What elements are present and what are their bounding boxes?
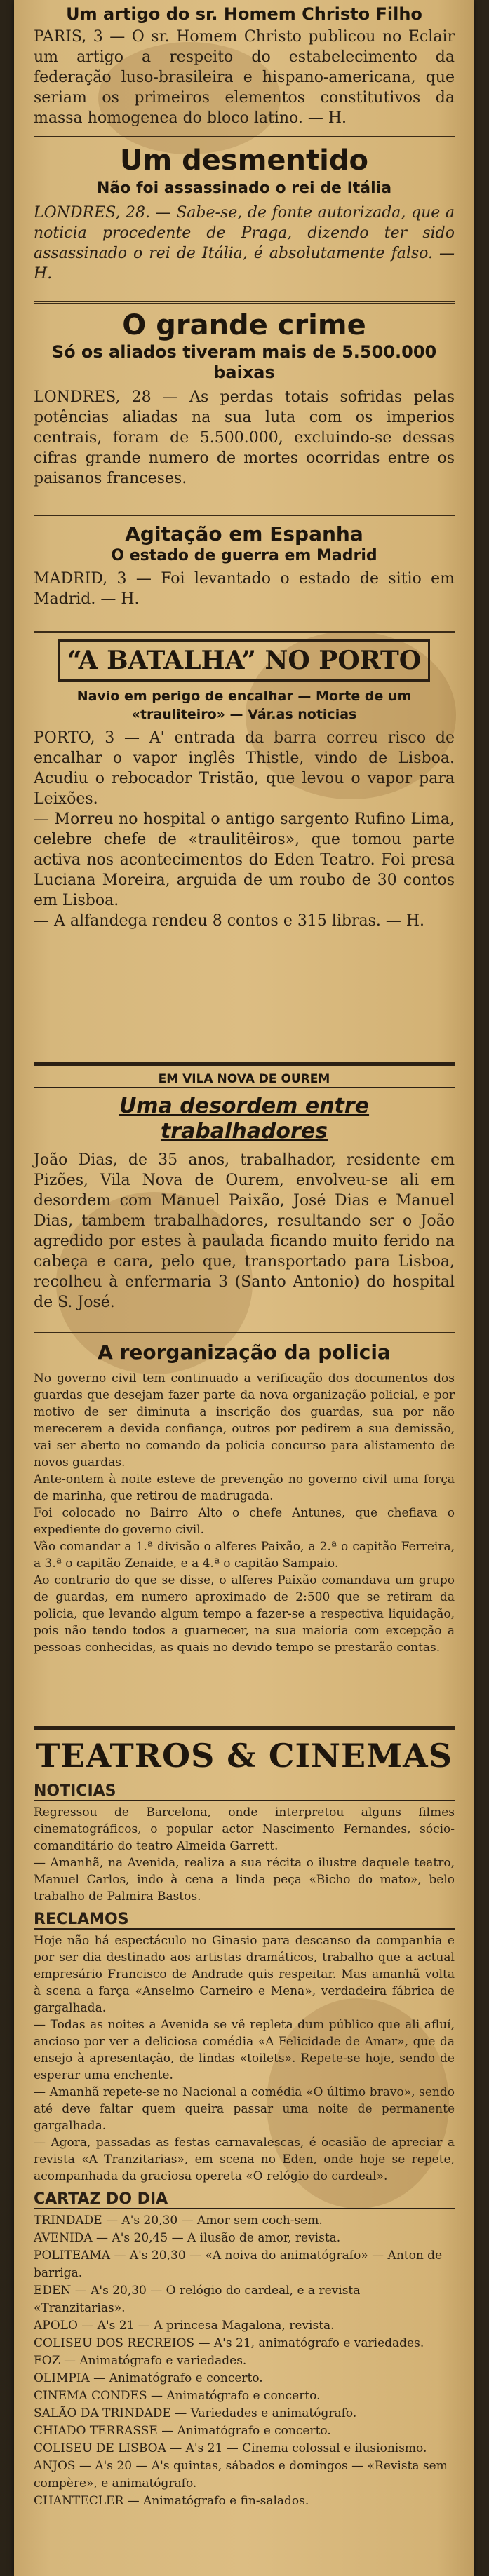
article-homem-christo [34, 4, 455, 128]
article-body: LONDRES, 28 — As perdas totais sofridas pelas potências aliadas na sua luta com os imperios centrais, foram de 5.500.000, excluindo-se dessas cifras grande numero de mortes ocorridas entre os paisanos franceses. [34, 388, 455, 487]
cartaz-item: SALÃO DA TRINDADE — Variedades e animatógrafo. [34, 2406, 357, 2420]
divider [34, 1726, 455, 1730]
article-title: Uma desordem entre trabalhadores [119, 1094, 370, 1144]
article-desmentido [34, 144, 455, 284]
article-title: Agitação em Espanha [125, 522, 363, 545]
article-paragraph: Vão comandar a 1.ª divisão o alferes Paixão, a 2.ª o capitão Ferreira, a 3.ª o capitão Zenaide, e a 4.ª o capitão Sampaio. [34, 1540, 455, 1571]
cartaz-item: AVENIDA — A's 20,45 — A ilusão de amor, revista. [34, 2231, 341, 2245]
divider [34, 301, 455, 304]
article-body: João Dias, de 35 anos, trabalhador, residente em Pizões, Vila Nova de Ourem, envolveu-se ali em desordem com Manuel Paixão, José Dias e Manuel Dias, tambem trabalhadores, resultando ser o João agredido por estes à paulada ficando muito ferido na cabeça e cara, pelo que, transportado para Lisboa, recolheu à enfermaria 3 (Santo Antonio) do hospital de S. José. [34, 1151, 455, 1311]
cartaz-item: POLITEAMA — A's 20,30 — «A noiva do animatógrafo» — Anton de barriga. [34, 2249, 443, 2280]
article-subtitle: O estado de guerra em Madrid [111, 547, 377, 564]
article-espanha [34, 522, 455, 609]
article-title: Um desmentido [120, 144, 368, 177]
cartaz-item: TRINDADE — A's 20,30 — Amor sem coch-sem. [34, 2214, 323, 2228]
article-title: Um artigo do sr. Homem Christo Filho [66, 4, 422, 24]
article-body: MADRID, 3 — Foi levantado o estado de sitio em Madrid. — H. [34, 570, 455, 608]
subsection-head-noticias: NOTICIAS [34, 1782, 455, 1801]
article-kicker: EM VILA NOVA DE OUREM [34, 1071, 455, 1088]
cartaz-item: CHANTECLER — Animatógrafo e fin-salados. [34, 2494, 309, 2508]
article-policia [34, 1341, 455, 1656]
section-teatros-cinemas [34, 1736, 455, 2510]
article-grande-crime [34, 309, 455, 489]
cartaz-item: COLISEU DOS RECREIOS — A's 21, animatógrafo e variedades. [34, 2336, 424, 2350]
divider [34, 631, 455, 633]
article-body: PARIS, 3 — O sr. Homem Christo publicou no Eclair um artigo a respeito do estabelecimento da federação luso-brasileira e hispano-americana, que seriam os primeiros elementos constitutivos da massa homogenea do bloco latino. — H. [34, 28, 455, 127]
article-title: O grande crime [122, 309, 366, 341]
article-subtitle: Navio em perigo de encalhar — Morte de um «trauliteiro» — Vár.as noticias [76, 689, 412, 722]
article-title: A reorganização da policia [98, 1341, 391, 1364]
subsection-head-cartaz: CARTAZ DO DIA [34, 2190, 455, 2209]
cartaz-item: EDEN — A's 20,30 — O relógio do cardeal, e a revista «Tranzitarias». [34, 2284, 361, 2315]
reclamo-item: Hoje não há espectáculo no Ginasio para descanso da companhia e por ser dia destinado aos artistas dramáticos, trabalho que a actual empresário Francisco de Andrade quis respeitar. Mas amanhã volta à scena a farça «Anselmo Carneiro e Mena», verdadeira fábrica de gargalhada. [34, 1934, 455, 2015]
article-paragraph: Ao contrario do que se disse, o alferes Paixão comandava um grupo de guardas, em numero aproximado de 2:500 que se retiram da policia, que levando algum tempo a fazer-se a respectiva liquidação, pois não tendo todos a guarnecer, na sua maioria com excepção a pessoas conhecidas, as quais no devido tempo se prestarão contas. [34, 1573, 455, 1655]
news-item: Regressou de Barcelona, onde interpretou alguns filmes cinematográficos, o popular actor Nascimento Fernandes, sócio-comanditário do teatro Almeida Garrett. [34, 1805, 455, 1853]
reclamo-item: — Amanhã repete-se no Nacional a comédia «O último bravo», sendo até deve faltar quem queira passar uma noite de permanente gargalhada. [34, 2085, 455, 2133]
cartaz-item: OLIMPIA — Animatógrafo e concerto. [34, 2371, 263, 2385]
section-title: TEATROS & CINEMAS [36, 1737, 453, 1775]
article-vila-nova-ourem [34, 1071, 455, 1313]
divider [34, 1062, 455, 1066]
divider [34, 135, 455, 137]
cartaz-item: CINEMA CONDES — Animatógrafo e concerto. [34, 2389, 321, 2403]
cartaz-item: ANJOS — A's 20 — A's quintas, sábados e domingos — «Revista sem compère», e animatógrafo. [34, 2459, 448, 2490]
article-body: LONDRES, 28. — Sabe-se, de fonte autorizada, que a noticia procedente de Praga, dizendo ter sido assassinado o rei de Itália, é absolutamente falso. — H. [34, 204, 455, 283]
cartaz-list [34, 2212, 455, 2510]
divider [34, 515, 455, 517]
article-paragraph: Foi colocado no Bairro Alto o chefe Antunes, que chefiava o expediente do governo civil. [34, 1506, 455, 1537]
article-paragraph: Ante-ontem à noite esteve de prevenção no governo civil uma força de marinha, que retirou de madrugada. [34, 1472, 455, 1503]
news-item: — Amanhã, na Avenida, realiza a sua récita o ilustre daquele teatro, Manuel Carlos, indo à cena a linda peça «Bicho do mato», belo trabalho de Palmira Bastos. [34, 1856, 455, 1904]
newspaper-clipping [14, 0, 474, 2576]
cartaz-item: CHIADO TERRASSE — Animatógrafo e concerto. [34, 2424, 331, 2438]
article-paragraph: — A alfandega rendeu 8 contos e 315 libras. — H. [34, 912, 425, 930]
cartaz-item: COLISEU DE LISBOA — A's 21 — Cinema colossal e ilusionismo. [34, 2441, 427, 2455]
article-paragraph: — Morreu no hospital o antigo sargento Rufino Lima, celebre chefe de «traulitêiros», que tomou parte activa nos acontecimentos do Eden Teatro. Foi presa Luciana Moreira, arguida de um roubo de 30 contos em Lisboa. [34, 811, 455, 909]
cartaz-item: FOZ — Animatógrafo e variedades. [34, 2354, 247, 2368]
reclamo-item: — Agora, passadas as festas carnavalescas, é ocasião de apreciar a revista «A Tranzitarias», em scena no Eden, onde hoje se repete, acompanhada da graciosa opereta «O relógio do cardeal». [34, 2136, 455, 2183]
article-title: “A BATALHA” NO PORTO [58, 639, 430, 682]
article-paragraph: PORTO, 3 — A' entrada da barra correu risco de encalhar o vapor inglês Thistle, vindo de Lisboa. Acudiu o rebocador Tristão, que levou o vapor para Leixões. [34, 729, 455, 808]
article-subtitle: Só os aliados tiveram mais de 5.500.000 baixas [51, 342, 437, 382]
cartaz-item: APOLO — A's 21 — A princesa Magalona, revista. [34, 2319, 335, 2333]
article-subtitle: Não foi assassinado o rei de Itália [96, 179, 392, 197]
divider [34, 1332, 455, 1334]
article-paragraph: No governo civil tem continuado a verificação dos documentos dos guardas que desejam fazer parte da nova organização policial, e por motivo de ser diminuta a inscrição dos guardas, sua por não merecerem a devida confiança, outros por pedirem a sua demissão, vai ser aberto no comando da policia concurso para alistamento de novos guardas. [34, 1371, 455, 1470]
subsection-head-reclamos: RECLAMOS [34, 1911, 455, 1930]
reclamo-item: — Todas as noites a Avenida se vê repleta dum público que ali afluí, ancioso por ver a deliciosa comédia «A Felicidade de Amar», que da ensejo à apresentação, de lindas «toilets». Repete-se hoje, sendo de esperar uma enchente. [34, 2018, 455, 2082]
article-batalha-porto [34, 639, 455, 931]
